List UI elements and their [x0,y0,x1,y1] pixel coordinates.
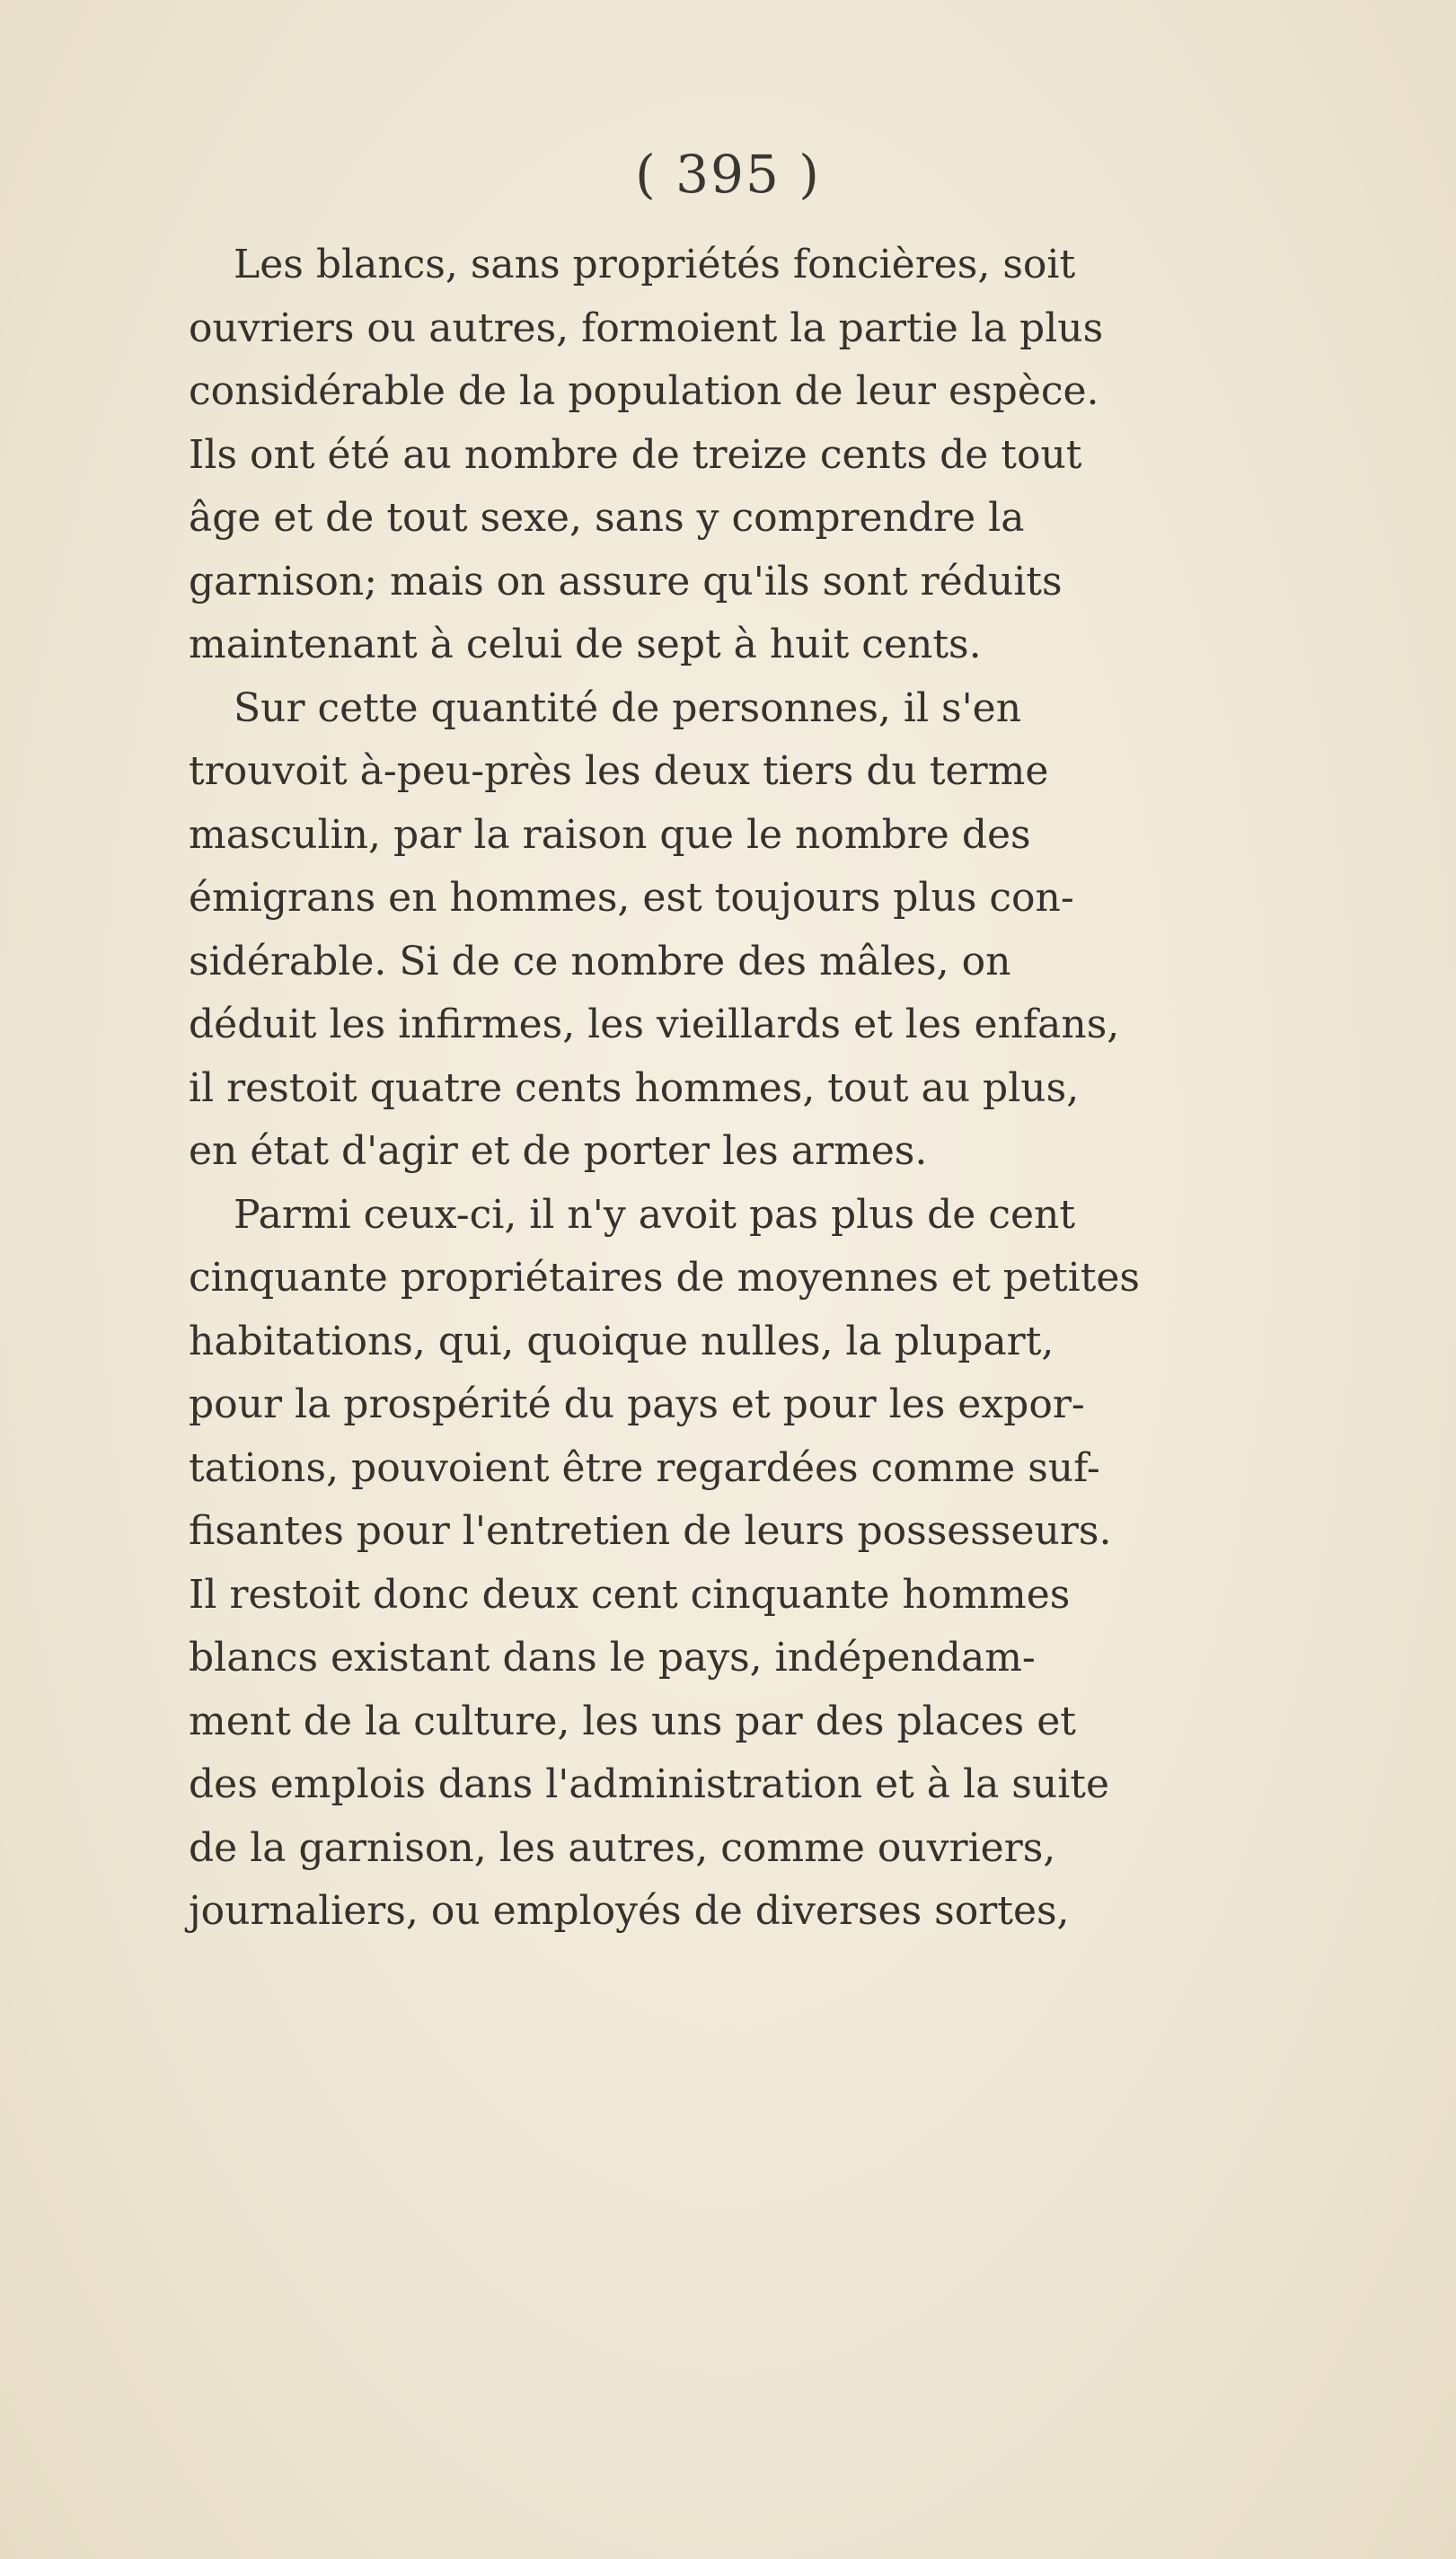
text-line: habitations, qui, quoique nulles, la plupart, [189,1318,1054,1364]
text-line: Il restoit donc deux cent cinquante hommes [189,1571,1071,1618]
text-line: trouvoit à-peu-près les deux tiers du terme [189,748,1049,794]
text-line: Ils ont été au nombre de treize cents de tout [189,431,1082,478]
text-line: sidérable. Si de ce nombre des mâles, on [189,938,1011,984]
text-line: cinquante propriétaires de moyennes et petites [189,1255,1141,1301]
text-line: journaliers, ou employés de diverses sortes, [189,1888,1070,1934]
paragraph-1 [189,234,1231,677]
text-line: Les blancs, sans propriétés foncières, soit [234,242,1076,287]
text-line: pour la prospérité du pays et pour les expor- [189,1381,1085,1427]
text-line: ouvriers ou autres, formoient la partie la plus [189,304,1104,351]
body-text [189,234,1231,1944]
text-line: en état d'agir et de porter les armes. [189,1128,928,1174]
paragraph-2 [189,677,1231,1184]
paragraph-3 [189,1184,1231,1944]
text-line: Sur cette quantité de personnes, il s'en [234,684,1022,731]
text-line: garnison; mais on assure qu'ils sont réduits [189,558,1063,604]
text-line: émigrans en hommes, est toujours plus con- [189,875,1074,921]
text-line: déduit les infirmes, les vieillards et les enfans, [189,1002,1120,1047]
page-number: ( 395 ) [635,144,821,205]
text-line: de la garnison, les autres, comme ouvriers, [189,1824,1056,1871]
text-line: blancs existant dans le pays, indépendam- [189,1635,1036,1681]
text-line: des emplois dans l'administration et à la suite [189,1761,1109,1807]
text-line: âge et de tout sexe, sans y comprendre la [189,495,1025,541]
text-line: il restoit quatre cents hommes, tout au plus, [189,1064,1080,1111]
text-line: fisantes pour l'entretien de leurs possesseurs. [189,1508,1112,1554]
text-line: masculin, par la raison que le nombre des [189,811,1031,858]
text-line: tations, pouvoient être regardées comme suf- [189,1444,1100,1491]
text-line: maintenant à celui de sept à huit cents. [189,622,982,667]
text-line: Parmi ceux-ci, il n'y avoit pas plus de cent [234,1191,1076,1238]
text-line: considérable de la population de leur espèce. [189,368,1099,414]
text-line: ment de la culture, les uns par des places et [189,1698,1076,1744]
